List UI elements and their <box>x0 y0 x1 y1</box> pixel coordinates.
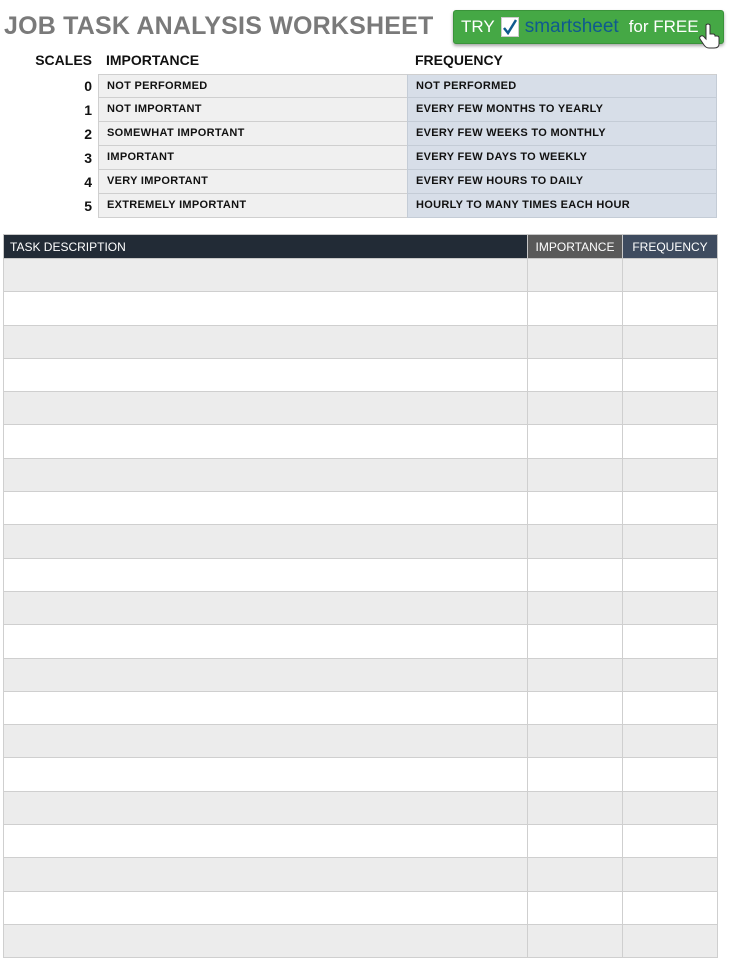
promo-try-label: TRY <box>461 17 495 36</box>
importance-level: EXTREMELY IMPORTANT <box>98 194 408 218</box>
scale-number: 2 <box>84 126 92 142</box>
table-row <box>4 758 718 791</box>
task-description-cell[interactable] <box>4 591 528 624</box>
task-table-body <box>4 259 718 958</box>
frequency-level: EVERY FEW WEEKS TO MONTHLY <box>407 122 717 146</box>
task-importance-cell[interactable] <box>528 358 623 391</box>
task-description-cell[interactable] <box>4 425 528 458</box>
task-importance-cell[interactable] <box>528 858 623 891</box>
task-importance-cell[interactable] <box>528 458 623 491</box>
task-importance-cell[interactable] <box>528 791 623 824</box>
task-description-header: TASK DESCRIPTION <box>4 235 528 259</box>
pointer-hand-icon <box>699 23 721 49</box>
task-frequency-cell[interactable] <box>623 825 718 858</box>
table-row <box>4 625 718 658</box>
task-importance-header: IMPORTANCE <box>528 235 623 259</box>
task-frequency-cell[interactable] <box>623 891 718 924</box>
task-frequency-cell[interactable] <box>623 858 718 891</box>
scale-number: 5 <box>84 198 92 214</box>
task-description-cell[interactable] <box>4 858 528 891</box>
table-row <box>4 691 718 724</box>
task-description-cell[interactable] <box>4 825 528 858</box>
task-frequency-cell[interactable] <box>623 458 718 491</box>
table-row <box>4 591 718 624</box>
table-row <box>4 725 718 758</box>
table-row <box>4 259 718 292</box>
importance-level: SOMEWHAT IMPORTANT <box>98 122 408 146</box>
table-row <box>4 458 718 491</box>
task-importance-cell[interactable] <box>528 259 623 292</box>
frequency-level: EVERY FEW HOURS TO DAILY <box>407 170 717 194</box>
task-description-cell[interactable] <box>4 358 528 391</box>
task-frequency-cell[interactable] <box>623 924 718 957</box>
task-table <box>3 234 718 958</box>
task-importance-cell[interactable] <box>528 525 623 558</box>
task-description-cell[interactable] <box>4 558 528 591</box>
task-importance-cell[interactable] <box>528 825 623 858</box>
task-description-cell[interactable] <box>4 492 528 525</box>
task-importance-cell[interactable] <box>528 625 623 658</box>
page-title: JOB TASK ANALYSIS WORKSHEET <box>4 12 434 40</box>
task-importance-cell[interactable] <box>528 725 623 758</box>
task-description-cell[interactable] <box>4 791 528 824</box>
task-description-cell[interactable] <box>4 525 528 558</box>
task-table-header-row <box>4 235 718 259</box>
table-row <box>4 325 718 358</box>
task-frequency-cell[interactable] <box>623 358 718 391</box>
scale-row <box>0 146 736 170</box>
try-smartsheet-button[interactable] <box>453 10 724 44</box>
task-description-cell[interactable] <box>4 658 528 691</box>
table-row <box>4 858 718 891</box>
scale-row <box>0 194 736 218</box>
task-importance-cell[interactable] <box>528 292 623 325</box>
task-importance-cell[interactable] <box>528 758 623 791</box>
task-frequency-cell[interactable] <box>623 658 718 691</box>
task-frequency-header: FREQUENCY <box>623 235 718 259</box>
task-importance-cell[interactable] <box>528 325 623 358</box>
frequency-level: NOT PERFORMED <box>407 74 717 98</box>
importance-level: VERY IMPORTANT <box>98 170 408 194</box>
task-description-cell[interactable] <box>4 924 528 957</box>
promo-free-label: for FREE <box>628 17 699 36</box>
frequency-scale-header: FREQUENCY <box>415 52 503 68</box>
task-frequency-cell[interactable] <box>623 591 718 624</box>
task-description-cell[interactable] <box>4 458 528 491</box>
task-description-cell[interactable] <box>4 259 528 292</box>
task-description-cell[interactable] <box>4 292 528 325</box>
task-frequency-cell[interactable] <box>623 259 718 292</box>
table-row <box>4 891 718 924</box>
table-row <box>4 525 718 558</box>
scale-row <box>0 170 736 194</box>
table-row <box>4 358 718 391</box>
frequency-level: HOURLY TO MANY TIMES EACH HOUR <box>407 194 717 218</box>
table-row <box>4 425 718 458</box>
task-frequency-cell[interactable] <box>623 325 718 358</box>
task-description-cell[interactable] <box>4 725 528 758</box>
table-row <box>4 492 718 525</box>
task-frequency-cell[interactable] <box>623 725 718 758</box>
task-frequency-cell[interactable] <box>623 525 718 558</box>
task-importance-cell[interactable] <box>528 558 623 591</box>
importance-level: NOT IMPORTANT <box>98 98 408 122</box>
scale-row <box>0 74 736 98</box>
task-description-cell[interactable] <box>4 392 528 425</box>
checkmark-icon <box>501 17 519 37</box>
task-frequency-cell[interactable] <box>623 758 718 791</box>
task-importance-cell[interactable] <box>528 691 623 724</box>
task-description-cell[interactable] <box>4 891 528 924</box>
task-frequency-cell[interactable] <box>623 625 718 658</box>
task-importance-cell[interactable] <box>528 658 623 691</box>
task-frequency-cell[interactable] <box>623 791 718 824</box>
task-frequency-cell[interactable] <box>623 392 718 425</box>
table-row <box>4 924 718 957</box>
importance-scale-header: IMPORTANCE <box>106 52 200 68</box>
task-frequency-cell[interactable] <box>623 691 718 724</box>
task-importance-cell[interactable] <box>528 924 623 957</box>
task-description-cell[interactable] <box>4 758 528 791</box>
table-row <box>4 658 718 691</box>
table-row <box>4 392 718 425</box>
task-description-cell[interactable] <box>4 625 528 658</box>
promo-brand-label: smartsheet <box>524 16 619 37</box>
table-row <box>4 292 718 325</box>
importance-level: NOT PERFORMED <box>98 74 408 98</box>
table-row <box>4 558 718 591</box>
scale-row <box>0 122 736 146</box>
task-frequency-cell[interactable] <box>623 292 718 325</box>
frequency-level: EVERY FEW MONTHS TO YEARLY <box>407 98 717 122</box>
task-importance-cell[interactable] <box>528 591 623 624</box>
table-row <box>4 791 718 824</box>
scales-header: SCALES <box>35 52 92 68</box>
scale-number: 0 <box>84 78 92 94</box>
task-frequency-cell[interactable] <box>623 492 718 525</box>
task-frequency-cell[interactable] <box>623 558 718 591</box>
task-importance-cell[interactable] <box>528 425 623 458</box>
task-description-cell[interactable] <box>4 691 528 724</box>
frequency-level: EVERY FEW DAYS TO WEEKLY <box>407 146 717 170</box>
scale-number: 4 <box>84 174 92 190</box>
task-frequency-cell[interactable] <box>623 425 718 458</box>
task-importance-cell[interactable] <box>528 392 623 425</box>
importance-level: IMPORTANT <box>98 146 408 170</box>
scale-row <box>0 98 736 122</box>
task-importance-cell[interactable] <box>528 492 623 525</box>
table-row <box>4 825 718 858</box>
scale-number: 3 <box>84 150 92 166</box>
task-importance-cell[interactable] <box>528 891 623 924</box>
task-description-cell[interactable] <box>4 325 528 358</box>
scale-number: 1 <box>84 102 92 118</box>
